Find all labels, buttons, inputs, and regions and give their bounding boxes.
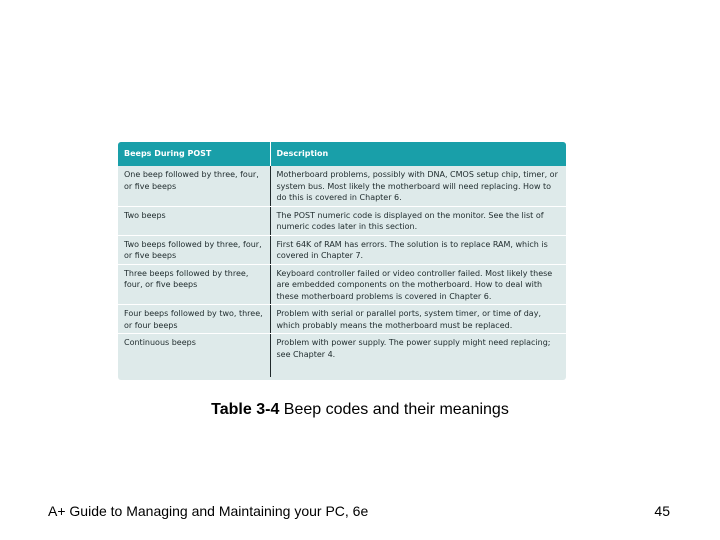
- table-row: [118, 264, 566, 305]
- beep-codes-table: [118, 142, 566, 377]
- beep-pattern-cell: Four beeps followed by two, three, or four beeps: [118, 305, 270, 334]
- description-cell: Problem with power supply. The power supply might need replacing; see Chapter 4.: [276, 338, 551, 359]
- table-caption: [0, 401, 720, 419]
- footer-page-number: 45: [654, 503, 670, 519]
- table-header-row: [118, 142, 566, 166]
- caption-table-number: Table 3-4: [211, 401, 280, 418]
- description-cell: Keyboard controller failed or video controller failed. Most likely these are embedded components on the motherboard. How to deal with these motherboard problems is covered in Chapter 6.: [270, 264, 566, 305]
- description-cell: Motherboard problems, possibly with DNA, CMOS setup chip, timer, or system bus. Most likely the motherboard will need replacing. How to do this is covered in Chapter 6.: [270, 166, 566, 206]
- table-row: [118, 235, 566, 264]
- beep-codes-table-figure: [118, 142, 566, 380]
- beep-pattern-cell: Three beeps followed by three, four, or five beeps: [118, 264, 270, 305]
- beep-pattern-cell: Continuous beeps: [118, 334, 270, 378]
- table-row: [118, 206, 566, 235]
- table-row: [118, 305, 566, 334]
- column-header-beeps: Beeps During POST: [118, 142, 270, 166]
- column-header-description: Description: [270, 142, 566, 166]
- description-cell: First 64K of RAM has errors. The solution is to replace RAM, which is covered in Chapter 7.: [270, 235, 566, 264]
- table-row: [118, 334, 566, 378]
- beep-pattern-cell: One beep followed by three, four, or five beeps: [118, 166, 270, 206]
- description-cell: Problem with serial or parallel ports, system timer, or time of day, which probably means the motherboard must be replaced.: [270, 305, 566, 334]
- caption-text: Beep codes and their meanings: [279, 401, 509, 418]
- description-cell: The POST numeric code is displayed on the monitor. See the list of numeric codes later in this section.: [270, 206, 566, 235]
- table-row: [118, 166, 566, 206]
- footer-book-title: A+ Guide to Managing and Maintaining your PC, 6e: [48, 503, 369, 519]
- beep-pattern-cell: Two beeps: [118, 206, 270, 235]
- beep-pattern-cell: Two beeps followed by three, four, or five beeps: [118, 235, 270, 264]
